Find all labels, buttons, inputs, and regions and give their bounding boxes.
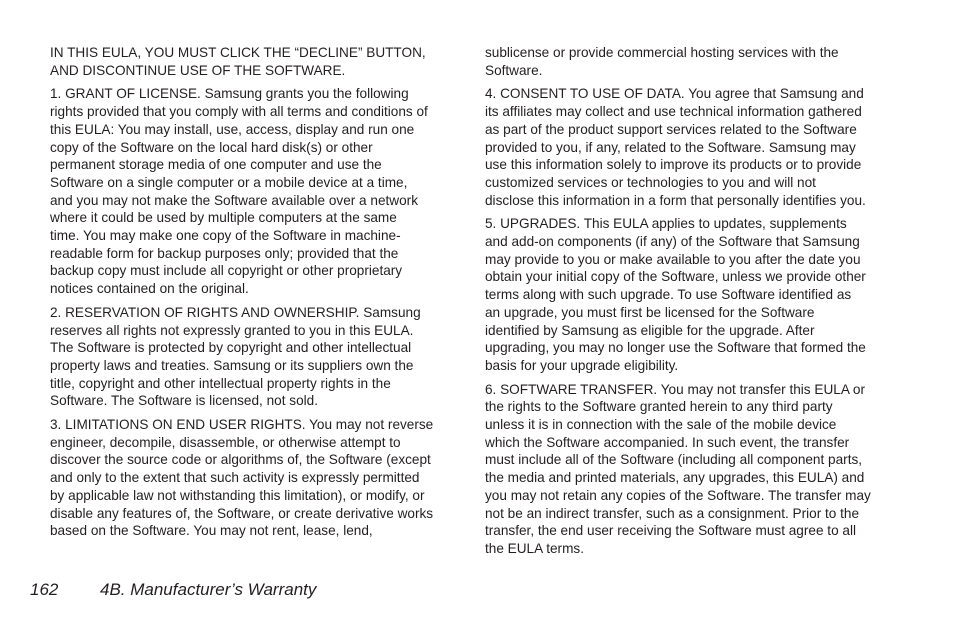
left-column — [50, 44, 460, 546]
decline-notice-paragraph: IN THIS EULA, YOU MUST CLICK THE “DECLINE” BUTTON, AND DISCONTINUE USE OF THE SOFTWARE. — [50, 45, 426, 78]
upgrades-paragraph: 5. UPGRADES. This EULA applies to updates, supplements and add-on components (if any) of the Software that Samsung may provide to you or make available to you after the date you obtain your initial copy of the Software, unless we provide other terms along with such upgrade. To use Software identified as an upgrade, you must first be licensed for the Software identified by Samsung as eligible for the upgrade. After upgrading, you may no longer use the Software that formed the basis for your upgrade eligibility. — [485, 216, 866, 373]
grant-of-license-paragraph: 1. GRANT OF LICENSE. Samsung grants you the following rights provided that you comply with all terms and conditions of this EULA: You may install, use, access, display and run one copy of the Software on the local hard disk(s) or other permanent storage media of one computer and use the Software on a single computer or a mobile device at a time, and you may not make the Software available over a network where it could be used by multiple computers at the same time. You may make one copy of the Software in machine- readable form for backup purposes only; provided that the backup copy must include all copyright or other proprietary notices contained on the original. — [50, 86, 428, 297]
section-title: 4B. Manufacturer’s Warranty — [100, 580, 317, 599]
page-footer — [30, 580, 316, 600]
consent-to-data-paragraph: 4. CONSENT TO USE OF DATA. You agree that Samsung and its affiliates may collect and use technical information gathered as part of the product support services related to the Software provided to you, if any, related to the Software. Samsung may use this information solely to improve its products or to provide customized services or technologies to you and will not disclose this information in a form that personally identifies you. — [485, 86, 866, 208]
software-transfer-paragraph: 6. SOFTWARE TRANSFER. You may not transfer this EULA or the rights to the Software granted herein to any third party unless it is in connection with the sale of the mobile device which the Software accompanied. In such event, the transfer must include all of the Software (including all component parts, the media and printed materials, any upgrades, this EULA) and you may not retain any copies of the Software. The transfer may not be an indirect transfer, such as a consignment. Prior to the transfer, the end user receiving the Software must agree to all the EULA terms. — [485, 381, 871, 556]
right-column — [485, 44, 897, 564]
reservation-of-rights-paragraph: 2. RESERVATION OF RIGHTS AND OWNERSHIP. Samsung reserves all rights not expressly granted to you in this EULA. The Software is protected by copyright and other intellectual property laws and treaties. Samsung or its suppliers own the title, copyright and other intellectual property rights in the Software. The Software is licensed, not sold. — [50, 304, 421, 409]
limitations-continued-paragraph: sublicense or provide commercial hosting services with the Software. — [485, 45, 839, 78]
limitations-paragraph: 3. LIMITATIONS ON END USER RIGHTS. You may not reverse engineer, decompile, disassemble, or otherwise attempt to discover the source code or algorithms of, the Software (except and only to the extent that such activity is expressly permitted by applicable law not withstanding this limitation), or modify, or disable any features of, the Software, or create derivative works based on the Software. You may not rent, lease, lend, — [50, 417, 434, 539]
page-number: 162 — [30, 580, 59, 599]
